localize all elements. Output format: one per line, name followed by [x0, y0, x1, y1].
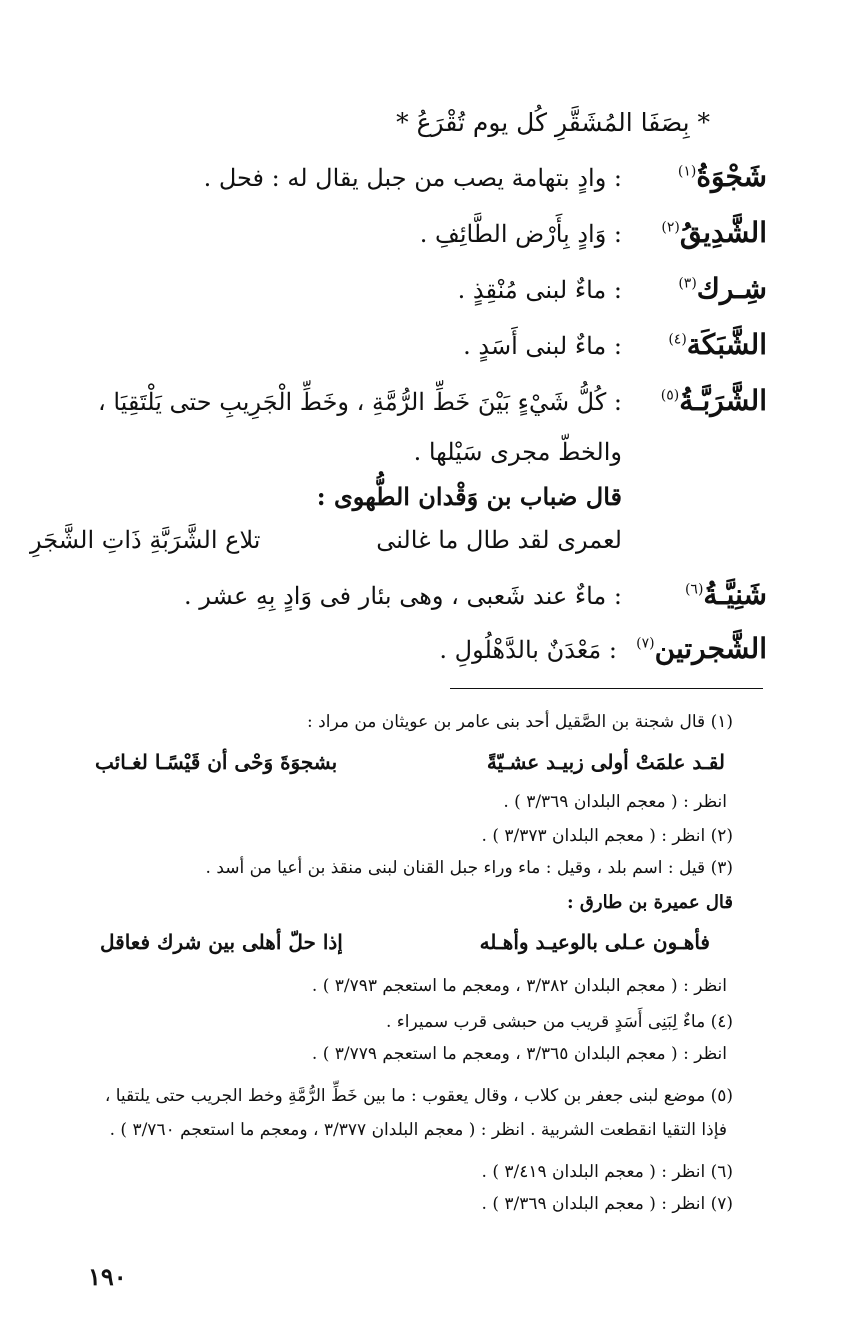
footnote-2: (٢) انظر : ( معجم البلدان ٣/٣٧٣ ) .: [481, 826, 733, 846]
entry-continuation: والخطّ مجرى سَيْلها .: [413, 438, 622, 466]
entry-term: الشَّبَكَة$^{(٤)}$: [668, 328, 767, 361]
footnote-separator: [450, 688, 763, 689]
footnote-marker: (٧): [636, 635, 655, 652]
entry-shaniyya: [77, 578, 767, 630]
footnote-marker: (٦): [684, 581, 704, 598]
entry-definition: : ماءٌ لبنى أَسَدٍ .: [463, 332, 622, 360]
entry-term: الشَّدِيقُ$^{(٢)}$: [661, 216, 767, 249]
footnote-marker: (٢): [661, 219, 680, 236]
page-number: ١٩٠: [88, 1262, 127, 1291]
footnote-3-poet: قال عميرة بن طارق :: [567, 892, 733, 913]
footnote-7: (٧) انظر : ( معجم البلدان ٣/٣٦٩ ) .: [481, 1194, 733, 1214]
verse-hemistich-second: تلاع الشَّرَبَّةِ ذَاتِ الشَّجَرِ: [30, 526, 261, 554]
footnote-1-reference: انظر : ( معجم البلدان ٣/٣٦٩ ) .: [503, 792, 727, 812]
entry-term: شِـرك$^{(٣)}$: [678, 272, 767, 305]
entry-definition: : ماءٌ لبنى مُنْقِذٍ .: [457, 276, 622, 304]
entry-term: الشَّجرتين$^{(٧)}$: [636, 632, 767, 665]
entry-definition: : كُلُّ شَيْءٍ بَيْنَ خَطِّ الرُّمَّةِ ، وخَطِّ الْجَرِيبِ حتى يَلْتَقِيَا ،: [97, 388, 622, 416]
footnote-3-verse-first: فأهـون عـلى بالوعيـد وأهـله: [479, 930, 710, 954]
opening-verse: * بِصَفَا المُشَقَّرِ كُل يوم تُقْرَعُ *: [396, 108, 710, 137]
footnote-3: (٣) قيل : اسم بلد ، وقيل : ماء وراء جبل القنان لبنى منقذ بن أعيا من أسد .: [205, 858, 733, 878]
entry-definition: : ماءٌ عند شَعبى ، وهى بئار فى وَادٍ بِهِ عشر .: [184, 582, 622, 610]
footnote-6: (٦) انظر : ( معجم البلدان ٣/٤١٩ ) .: [481, 1162, 733, 1182]
entry-shariba: [77, 384, 767, 436]
entry-term: الشَّرَبَّـةُ$^{(٥)}$: [660, 384, 767, 417]
footnote-1-verse-second: بشجوَةَ وَحْى أن قَيْسًـا لغـائب: [95, 750, 338, 774]
footnote-3-verse-second: إذا حلّ أهلى بين شرك فعاقل: [100, 930, 343, 954]
verse-hemistich-first: لعمرى لقد طال ما غالنى: [376, 526, 622, 554]
footnote-5-continuation: فإذا التقيا انقطعت الشربية . انظر : ( معجم البلدان ٣/٣٧٧ ، ومعجم ما استعجم ٣/٧٦٠ ) .: [109, 1120, 727, 1140]
footnote-marker: (٣): [678, 275, 697, 292]
entry-shajaratayn: [77, 632, 767, 684]
footnote-3-reference: انظر : ( معجم البلدان ٣/٣٨٢ ، ومعجم ما استعجم ٣/٧٩٣ ) .: [311, 976, 727, 996]
footnote-marker: (١): [677, 163, 697, 180]
footnote-marker: (٤): [668, 331, 687, 348]
entry-definition: : وادٍ بتهامة يصب من جبل يقال له : فحل .: [203, 164, 622, 192]
entry-definition: : مَعْدَنٌ بالدَّهْلُولِ .: [439, 636, 617, 664]
footnote-marker: (٥): [660, 387, 680, 404]
poet-attribution: قال ضباب بن وَقْدان الطُّهوى :: [316, 482, 622, 511]
entry-shabaka: [77, 328, 767, 380]
footnote-4: (٤) ماءٌ لِبَنِى أَسَدٍ قريب من حبشى قرب سميراء .: [386, 1012, 733, 1032]
entry-definition: : وَادٍ بِأَرْض الطَّائِفِ .: [419, 220, 622, 248]
entry-shadiq: [77, 216, 767, 268]
entry-shajwa: [77, 160, 767, 212]
footnote-5: (٥) موضع لبنى جعفر بن كلاب ، وقال يعقوب : ما بين خَطِّ الرُّمَّةِ وخط الجريب حتى يلتقيا ،: [104, 1086, 733, 1106]
footnote-1-verse-first: لقـد علمَتْ أولى زبيـد عشـيّةً: [486, 750, 725, 774]
entry-term: شَنِيَّـةُ$^{(٦)}$: [684, 578, 767, 611]
entry-shirk: [77, 272, 767, 324]
footnote-4-reference: انظر : ( معجم البلدان ٣/٣٦٥ ، ومعجم ما استعجم ٣/٧٧٩ ) .: [311, 1044, 727, 1064]
footnote-1: (١) قال شجنة بن الصَّقيل أحد بنى عامر بن عويثان من مراد :: [307, 712, 733, 732]
entry-term: شَجْوَةُ$^{(١)}$: [677, 160, 767, 193]
